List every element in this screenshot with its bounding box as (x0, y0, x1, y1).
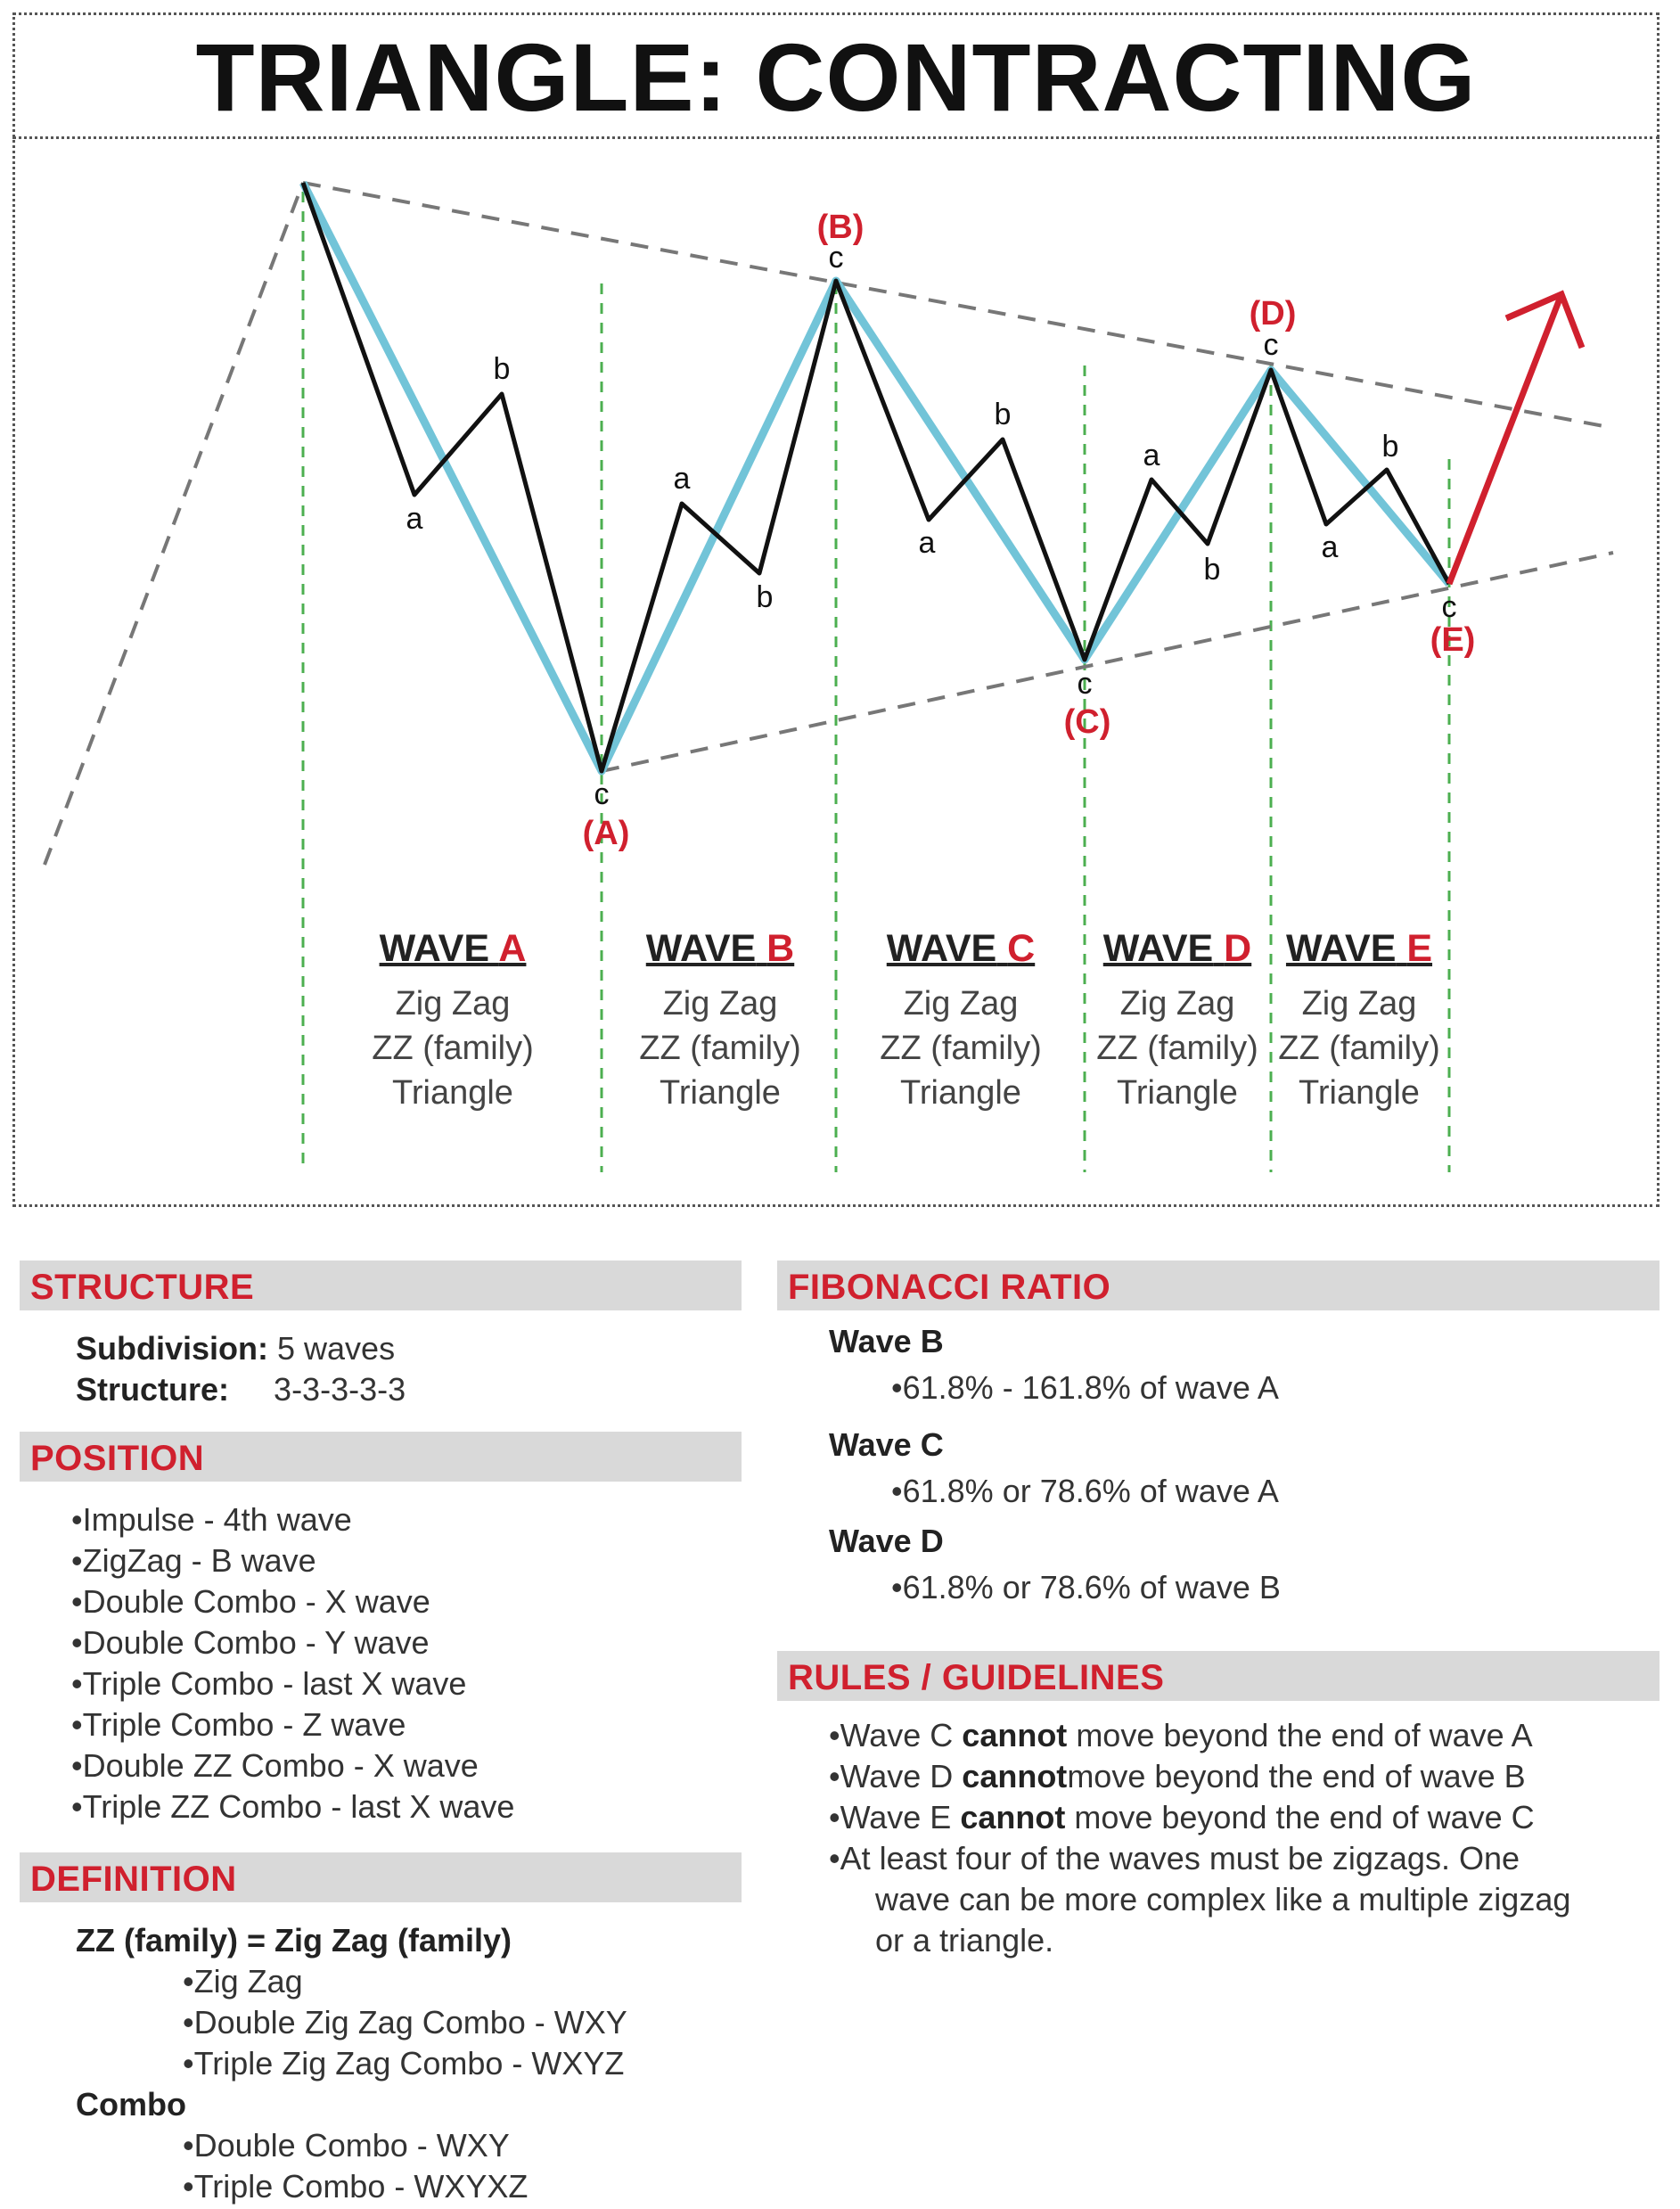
point-label-a: (A) (582, 815, 630, 852)
label-a4: a (1143, 439, 1160, 472)
position-item: • Triple Combo - last X wave (71, 1665, 466, 1703)
label-b4: b (1203, 553, 1221, 587)
point-label-e: (E) (1430, 621, 1476, 659)
point-label-c: (C) (1063, 703, 1111, 741)
position-item: • ZigZag - B wave (71, 1542, 316, 1580)
main-wave-path (303, 183, 1449, 771)
wave-a-line-1: Zig Zag (395, 985, 511, 1022)
label-a5: a (1321, 530, 1339, 564)
wave-d-title: WAVE D (1102, 927, 1252, 970)
wave-b-line-2: ZZ (family) (639, 1030, 801, 1067)
combo-item: • Triple Combo - WXYXZ (183, 2168, 528, 2205)
position-heading: POSITION (30, 1439, 205, 1478)
page-title: TRIANGLE: CONTRACTING (195, 23, 1477, 131)
rules-heading-bar (777, 1651, 1660, 1701)
structure-heading-bar (20, 1261, 742, 1310)
definition-heading-bar (20, 1852, 742, 1902)
fibonacci-heading: FIBONACCI RATIO (788, 1268, 1111, 1307)
wave-c-line-2: ZZ (family) (880, 1030, 1042, 1067)
wave-d-line-2: ZZ (family) (1096, 1030, 1258, 1067)
breakout-arrow-line (1449, 294, 1561, 584)
zz-family-item: • Triple Zig Zag Combo - WXYZ (183, 2045, 624, 2082)
structure-row (76, 1371, 406, 1408)
label-c1: c (594, 777, 610, 811)
label-c4: c (1263, 328, 1279, 362)
prior-wave-line (45, 183, 303, 865)
position-item: • Double Combo - Y wave (71, 1624, 430, 1662)
position-item: • Triple Combo - Z wave (71, 1706, 406, 1744)
position-item: • Triple ZZ Combo - last X wave (71, 1788, 514, 1826)
subdivision-label: Subdivision: (76, 1330, 268, 1367)
sub-wave-path (303, 183, 1449, 771)
structure-value: 3-3-3-3-3 (274, 1371, 406, 1408)
wave-d-line-1: Zig Zag (1119, 985, 1235, 1022)
subdivision-row (76, 1330, 395, 1367)
wave-e-line-3: Triangle (1299, 1074, 1420, 1112)
position-heading-bar (20, 1432, 742, 1482)
wave-e-column (1252, 927, 1466, 1115)
wave-c-title: WAVE C (886, 927, 1036, 970)
combo-title: Combo (76, 2086, 186, 2123)
wave-e-line-2: ZZ (family) (1278, 1030, 1440, 1067)
wave-d-line-3: Triangle (1117, 1074, 1238, 1112)
position-item: • Impulse - 4th wave (71, 1501, 352, 1539)
zz-family-item: • Zig Zag (183, 1963, 303, 2000)
wave-a-line-2: ZZ (family) (372, 1030, 534, 1067)
fibonacci-heading-bar (777, 1261, 1660, 1310)
rule-item-last-line-3: or a triangle. (875, 1922, 1054, 1959)
fib-wave-d-text: • 61.8% or 78.6% of wave B (891, 1569, 1281, 1606)
wave-c-line-3: Triangle (900, 1074, 1021, 1112)
wave-a-title: WAVE A (379, 927, 527, 970)
subdivision-value: 5 waves (277, 1330, 396, 1367)
combo-item: • Double Combo - WXY (183, 2127, 510, 2164)
wave-b-title: WAVE B (645, 927, 795, 970)
wave-b-line-1: Zig Zag (662, 985, 778, 1022)
fib-wave-c-label: Wave C (829, 1426, 944, 1463)
wave-a-line-3: Triangle (392, 1074, 513, 1112)
fib-wave-b-text: • 61.8% - 161.8% of wave A (891, 1369, 1279, 1407)
definition-heading: DEFINITION (30, 1860, 237, 1899)
label-c3: c (1077, 667, 1093, 701)
wave-e-line-1: Zig Zag (1301, 985, 1417, 1022)
wave-b-column (613, 927, 827, 1115)
position-item: • Double Combo - X wave (71, 1583, 430, 1621)
rule-item: • Wave C cannot move beyond the end of wave A (829, 1717, 1533, 1754)
fib-wave-b-label: Wave B (829, 1323, 944, 1359)
label-b3: b (994, 398, 1012, 431)
point-label-b: (B) (816, 209, 865, 246)
point-label-d: (D) (1249, 295, 1297, 333)
position-item: • Double ZZ Combo - X wave (71, 1747, 479, 1785)
label-a3: a (918, 526, 936, 560)
rule-item: • Wave E cannot move beyond the end of wave C (829, 1799, 1535, 1836)
label-c2: c (828, 241, 844, 275)
label-c5: c (1441, 590, 1457, 624)
wave-c-line-1: Zig Zag (903, 985, 1019, 1022)
upper-trendline (303, 183, 1613, 428)
wave-e-title: WAVE E (1285, 927, 1433, 970)
wave-b-line-3: Triangle (660, 1074, 781, 1112)
rule-item: • Wave D cannotmove beyond the end of wave B (829, 1758, 1526, 1795)
structure-heading: STRUCTURE (30, 1268, 255, 1307)
structure-label: Structure: (76, 1371, 230, 1408)
label-b2: b (756, 580, 774, 614)
wave-a-column (346, 927, 560, 1115)
label-a2: a (673, 462, 691, 496)
fib-wave-d-label: Wave D (829, 1523, 944, 1559)
label-a1: a (406, 502, 423, 536)
rule-item-last-line-2: wave can be more complex like a multiple zigzag (875, 1881, 1571, 1917)
label-b1: b (493, 352, 511, 386)
rule-item-last-line-1: • At least four of the waves must be zigzags. One (829, 1840, 1520, 1877)
label-b5: b (1381, 430, 1399, 464)
zz-family-title: ZZ (family) = Zig Zag (family) (76, 1922, 512, 1959)
wave-c-column (854, 927, 1068, 1115)
zz-family-item: • Double Zig Zag Combo - WXY (183, 2004, 627, 2041)
rules-heading: RULES / GUIDELINES (788, 1658, 1165, 1697)
fib-wave-c-text: • 61.8% or 78.6% of wave A (891, 1473, 1279, 1510)
